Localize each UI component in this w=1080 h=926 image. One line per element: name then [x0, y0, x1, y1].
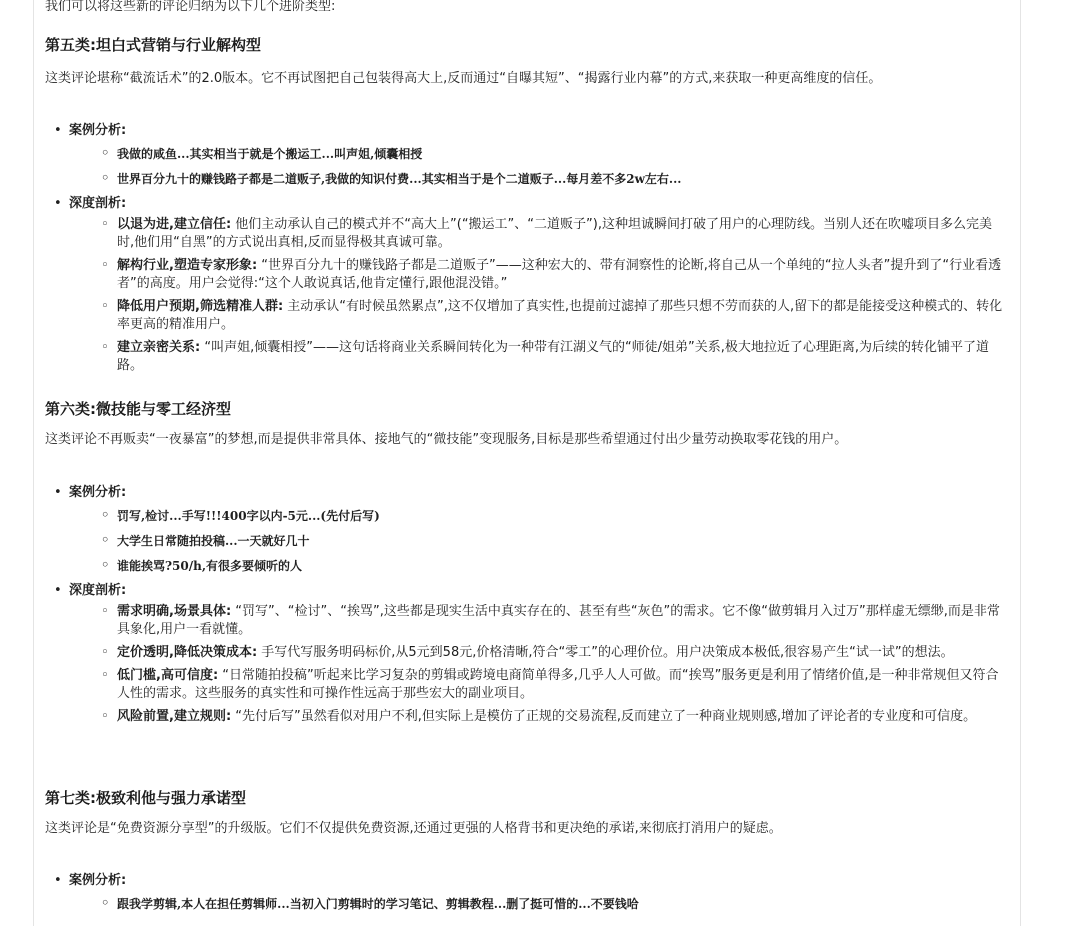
analysis-point-title: 以退为进,建立信任: — [117, 217, 232, 232]
example-text: 谁能挨骂?50/h,有很多要倾听的人 — [117, 559, 303, 573]
analysis-point-text: “世界百分九十的赚钱路子都是二道贩子”——这种宏大的、带有洞察性的论断,将自己从一个单纯的“拉人头者”提升到了“行业看透者”的高度。用户会觉得:“这个人敢说真话,他肯定懂行,跟他混没错。” — [117, 258, 1002, 291]
example-item — [69, 557, 1015, 576]
section-7-title: 第七类:极致利他与强力承诺型 — [45, 789, 246, 807]
section-6-title: 第六类:微技能与零工经济型 — [45, 400, 231, 418]
analysis-point-text: 他们主动承认自己的模式并不“高大上”(“搬运工”、“二道贩子”),这种坦诚瞬间打破了用户的心理防线。当别人还在吹嘘项目多么完美时,他们用“自黑”的方式说出真相,反而显得极其真诚可靠。 — [117, 217, 992, 250]
example-item — [69, 507, 1015, 526]
deep-analysis-label: 深度剖析: — [69, 583, 127, 598]
section-5-list — [45, 122, 1015, 380]
analysis-point — [69, 339, 1015, 375]
example-text: 世界百分九十的赚钱路子都是二道贩子,我做的知识付费...其实相当于是个二道贩子...每月差不多2w左右... — [117, 172, 682, 186]
section-7-list — [45, 872, 1015, 920]
analysis-point — [69, 603, 1015, 639]
section-5-title: 第五类:坦白式营销与行业解构型 — [45, 36, 262, 54]
analysis-point-text: 主动承认“有时候虽然累点”,这不仅增加了真实性,也提前过滤掉了那些只想不劳而获的人,留下的都是能接受这种模式的、转化率更高的精准用户。 — [117, 299, 1003, 332]
analysis-point — [69, 298, 1015, 334]
case-analysis-item — [45, 122, 1015, 189]
analysis-point-title: 定价透明,降低决策成本: — [117, 645, 258, 660]
analysis-point-title: 风险前置,建立规则: — [117, 709, 232, 724]
section-5-desc: 这类评论堪称“截流话术”的2.0版本。它不再试图把自己包装得高大上,反而通过“自曝其短”、“揭露行业内幕”的方式,来获取一种更高维度的信任。 — [45, 71, 882, 86]
deep-analysis-item — [45, 582, 1015, 726]
example-text: 罚写,检讨...手写!!!400字以内-5元...(先付后写) — [117, 509, 380, 523]
analysis-point — [69, 216, 1015, 252]
intro-text: 我们可以将这些新的评论归纳为以下几个进阶类型: — [45, 0, 336, 14]
analysis-point — [69, 257, 1015, 293]
example-item — [69, 532, 1015, 551]
analysis-point — [69, 644, 1015, 662]
case-analysis-label: 案例分析: — [69, 873, 127, 888]
analysis-point-text: “罚写”、“检讨”、“挨骂”,这些都是现实生活中真实存在的、甚至有些“灰色”的需求。它不像“做剪辑月入过万”那样虚无缥缈,而是非常具象化,用户一看就懂。 — [117, 604, 1000, 637]
example-text: 大学生日常随拍投稿...一天就好几十 — [117, 534, 310, 548]
document-page — [33, 0, 1021, 926]
deep-analysis-label: 深度剖析: — [69, 196, 127, 211]
example-item — [69, 170, 1015, 189]
example-item — [69, 145, 1015, 164]
case-analysis-item — [45, 872, 1015, 914]
section-6-desc: 这类评论不再贩卖“一夜暴富”的梦想,而是提供非常具体、接地气的“微技能”变现服务,目标是那些希望通过付出少量劳动换取零花钱的用户。 — [45, 432, 848, 447]
analysis-point — [69, 667, 1015, 703]
example-text: 跟我学剪辑,本人在担任剪辑师...当初入门剪辑时的学习笔记、剪辑教程...删了挺可惜的...不要钱哈 — [117, 897, 639, 911]
analysis-point-text: “叫声姐,倾囊相授”——这句话将商业关系瞬间转化为一种带有江湖义气的“师徒/姐弟”关系,极大地拉近了心理距离,为后续的转化铺平了道路。 — [117, 340, 990, 373]
analysis-point-title: 需求明确,场景具体: — [117, 604, 232, 619]
analysis-point-text: 手写代写服务明码标价,从5元到58元,价格清晰,符合“零工”的心理价位。用户决策成本极低,很容易产生“试一试”的想法。 — [261, 645, 954, 660]
case-analysis-label: 案例分析: — [69, 123, 127, 138]
section-7-desc: 这类评论是“免费资源分享型”的升级版。它们不仅提供免费资源,还通过更强的人格背书和更决绝的承诺,来彻底打消用户的疑虑。 — [45, 821, 782, 836]
analysis-point-title: 降低用户预期,筛选精准人群: — [117, 299, 284, 314]
analysis-point-title: 解构行业,塑造专家形象: — [117, 258, 258, 273]
analysis-point-text: “先付后写”虽然看似对用户不利,但实际上是模仿了正规的交易流程,反而建立了一种商业规则感,增加了评论者的专业度和可信度。 — [235, 709, 977, 724]
analysis-point-title: 建立亲密关系: — [117, 340, 201, 355]
case-analysis-label: 案例分析: — [69, 485, 127, 500]
analysis-point — [69, 708, 1015, 726]
section-6-list — [45, 484, 1015, 731]
case-analysis-item — [45, 484, 1015, 576]
example-text: 我做的咸鱼...其实相当于就是个搬运工...叫声姐,倾囊相授 — [117, 147, 423, 161]
deep-analysis-item — [45, 195, 1015, 375]
analysis-point-title: 低门槛,高可信度: — [117, 668, 219, 683]
analysis-point-text: “日常随拍投稿”听起来比学习复杂的剪辑或跨境电商简单得多,几乎人人可做。而“挨骂”服务更是利用了情绪价值,是一种非常规但又符合人性的需求。这些服务的真实性和可操作性远高于那些宏大的副业项目。 — [117, 668, 999, 701]
example-item — [69, 895, 1015, 914]
